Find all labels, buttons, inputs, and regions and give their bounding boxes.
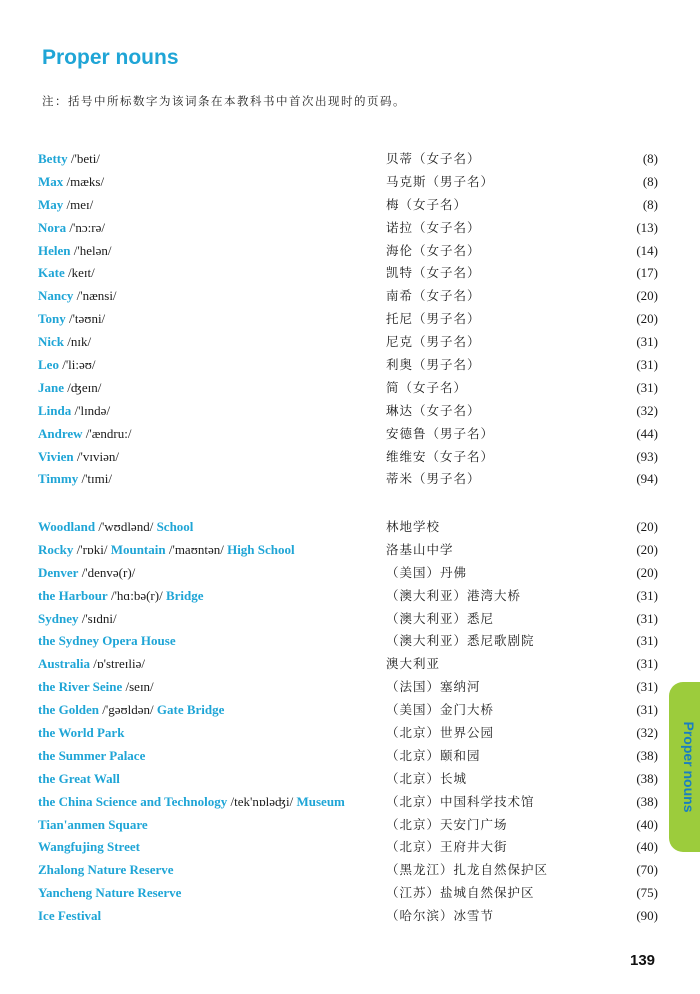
entry-page-ref: (90) — [636, 908, 658, 924]
vocab-entry — [38, 653, 658, 676]
entry-page-ref: (32) — [636, 402, 658, 418]
entry-phonetic: /'gəʊldən/ — [99, 702, 157, 718]
places-list — [38, 516, 658, 928]
entry-term: Betty — [38, 151, 68, 166]
entry-phonetic: /seɪn/ — [122, 679, 154, 695]
entry-phonetic: /ɒ'streɪliə/ — [90, 656, 145, 672]
entry-chinese: 洛基山中学 — [386, 541, 454, 557]
entry-page-ref: (40) — [636, 839, 658, 855]
entry-english — [38, 836, 140, 859]
entry-english — [38, 562, 135, 585]
entry-phonetic: /'li:əʊ/ — [58, 357, 96, 373]
entry-english — [38, 423, 131, 446]
entry-chinese: 托尼（男子名） — [386, 311, 481, 327]
entry-term: Yancheng Nature Reserve — [38, 885, 182, 901]
entry-english — [38, 446, 119, 469]
entry-term: Mountain — [110, 541, 166, 557]
entry-page-ref: (31) — [636, 702, 658, 718]
entry-page-ref: (8) — [642, 173, 658, 189]
vocab-entry — [38, 423, 658, 446]
entry-term: Max — [38, 173, 64, 189]
entry-page-ref: (31) — [636, 610, 658, 626]
entry-phonetic: /'denvə(r)/ — [78, 564, 136, 580]
vocab-entry — [38, 814, 658, 837]
entry-phonetic: /'lɪndə/ — [71, 402, 111, 418]
vocab-entry — [38, 676, 658, 699]
entry-phonetic: /'beti/ — [67, 151, 100, 166]
entry-chinese: （澳大利亚）悉尼 — [386, 610, 495, 626]
entry-page-ref: (70) — [636, 862, 658, 878]
entry-phonetic: /'təʊni/ — [65, 311, 106, 327]
entry-english — [38, 468, 112, 491]
page-title: Proper nouns — [42, 46, 179, 69]
vocab-entry — [38, 516, 658, 539]
entry-chinese: 凯特（女子名） — [386, 265, 481, 281]
entry-english — [38, 814, 148, 837]
entry-english — [38, 194, 93, 217]
vocab-entry — [38, 262, 658, 285]
vocab-entry — [38, 331, 658, 354]
entry-phonetic: /'wʊdlənd/ — [95, 519, 157, 534]
entry-chinese: （北京）中国科学技术馆 — [386, 793, 535, 809]
entry-term: Leo — [38, 357, 59, 373]
entry-term: the Harbour — [38, 587, 108, 603]
entry-chinese: （黑龙江）扎龙自然保护区 — [386, 862, 549, 878]
vocab-entry — [38, 699, 658, 722]
entry-english — [38, 722, 124, 745]
vocab-entry — [38, 745, 658, 768]
entry-page-ref: (20) — [636, 541, 658, 557]
vocab-entry — [38, 859, 658, 882]
entry-term: Linda — [38, 402, 72, 418]
vocab-entry — [38, 882, 658, 905]
names-list — [38, 148, 658, 491]
entry-term: the World Park — [38, 725, 125, 741]
entry-phonetic: /mæks/ — [63, 173, 105, 189]
entry-phonetic: /'helən/ — [70, 242, 112, 258]
entry-chinese: 南希（女子名） — [386, 288, 481, 304]
entry-page-ref: (94) — [636, 471, 658, 487]
entry-chinese: （北京）天安门广场 — [386, 816, 508, 832]
entry-page-ref: (20) — [636, 288, 658, 304]
vocab-entry — [38, 217, 658, 240]
entry-page-ref: (40) — [636, 816, 658, 832]
entry-page-ref: (38) — [636, 747, 658, 763]
vocab-entry — [38, 630, 658, 653]
vocab-entry — [38, 285, 658, 308]
entry-page-ref: (44) — [636, 425, 658, 441]
entry-chinese: 梅（女子名） — [386, 196, 468, 212]
entry-chinese: 海伦（女子名） — [386, 242, 481, 258]
entry-page-ref: (38) — [636, 770, 658, 786]
vocab-entry — [38, 836, 658, 859]
vocab-entry — [38, 562, 658, 585]
entry-chinese: 澳大利亚 — [386, 656, 441, 672]
entry-page-ref: (32) — [636, 725, 658, 741]
entry-term: Wangfujing Street — [38, 839, 140, 855]
entry-english — [38, 285, 117, 308]
entry-chinese: 利奥（男子名） — [386, 357, 481, 373]
entry-phonetic: /'rɒki/ — [73, 541, 111, 557]
entry-term: Museum — [296, 793, 345, 809]
vocab-entry — [38, 905, 658, 928]
entry-english — [38, 377, 101, 400]
entry-page-ref: (17) — [636, 265, 658, 281]
entry-english — [38, 608, 117, 631]
entry-phonetic: /nɪk/ — [64, 334, 92, 350]
entry-term: High School — [227, 541, 295, 557]
entry-chinese: （北京）颐和园 — [386, 747, 481, 763]
entry-page-ref: (20) — [636, 564, 658, 580]
entry-term: Woodland — [38, 519, 96, 534]
section-side-tab[interactable] — [669, 682, 700, 852]
vocab-entry — [38, 400, 658, 423]
entry-term: the Great Wall — [38, 770, 120, 786]
entry-page-ref: (31) — [636, 379, 658, 395]
page-number: 139 — [630, 952, 656, 969]
entry-chinese: （美国）丹佛 — [386, 564, 468, 580]
entry-chinese: 琳达（女子名） — [386, 402, 481, 418]
vocab-entry — [38, 468, 658, 491]
entry-page-ref: (31) — [636, 357, 658, 373]
side-tab-label: Proper nouns — [681, 721, 697, 813]
entry-chinese: 贝蒂（女子名） — [386, 151, 481, 166]
entry-chinese: （澳大利亚）悉尼歌剧院 — [386, 633, 535, 649]
entry-chinese: 安德鲁（男子名） — [386, 425, 495, 441]
vocab-entry — [38, 377, 658, 400]
vocab-entry — [38, 148, 658, 171]
entry-chinese: （美国）金门大桥 — [386, 702, 495, 718]
entry-english — [38, 882, 181, 905]
entry-term: Jane — [38, 379, 64, 395]
entry-phonetic: /'sɪdni/ — [78, 610, 117, 626]
entry-term: Tian'anmen Square — [38, 816, 148, 832]
entry-term: Ice Festival — [38, 908, 102, 924]
entry-term: School — [156, 519, 194, 534]
entry-english — [38, 171, 104, 194]
entry-phonetic: /'hɑ:bə(r)/ — [107, 587, 166, 603]
entry-english — [38, 148, 100, 171]
entry-page-ref: (31) — [636, 587, 658, 603]
entry-english — [38, 262, 95, 285]
entry-term: May — [38, 196, 64, 212]
vocab-entry — [38, 539, 658, 562]
vocab-entry — [38, 240, 658, 263]
entry-phonetic: /tek'nɒləʤi/ — [227, 793, 297, 809]
entry-term: Sydney — [38, 610, 79, 626]
entry-phonetic: /keɪt/ — [64, 265, 95, 281]
entry-english — [38, 745, 145, 768]
entry-english — [38, 539, 295, 562]
entry-phonetic: /'vɪviən/ — [73, 448, 119, 464]
entry-phonetic: /'maʊntən/ — [165, 541, 228, 557]
vocab-entry — [38, 446, 658, 469]
entry-term: Denver — [38, 564, 79, 580]
entry-chinese: 林地学校 — [386, 519, 441, 534]
entry-page-ref: (31) — [636, 656, 658, 672]
entry-english — [38, 217, 105, 240]
entry-page-ref: (38) — [636, 793, 658, 809]
entry-phonetic: /ʤeɪn/ — [64, 379, 102, 395]
entry-term: the Sydney Opera House — [38, 633, 176, 649]
page-note: 注：括号中所标数字为该词条在本教科书中首次出现时的页码。 — [42, 94, 406, 108]
entry-page-ref: (13) — [636, 219, 658, 235]
entry-page-ref: (31) — [636, 633, 658, 649]
entry-chinese: （北京）王府井大街 — [386, 839, 508, 855]
entry-term: Nancy — [38, 288, 74, 304]
entry-term: Rocky — [38, 541, 74, 557]
entry-term: Zhalong Nature Reserve — [38, 862, 174, 878]
entry-english — [38, 331, 91, 354]
entry-page-ref: (20) — [636, 519, 658, 534]
entry-english — [38, 905, 101, 928]
vocab-entry — [38, 722, 658, 745]
vocab-entry — [38, 308, 658, 331]
entry-term: Bridge — [165, 587, 204, 603]
entry-chinese: （哈尔滨）冰雪节 — [386, 908, 495, 924]
entry-chinese: 尼克（男子名） — [386, 334, 481, 350]
vocab-entry — [38, 171, 658, 194]
vocab-entry — [38, 608, 658, 631]
entry-term: the China Science and Technology — [38, 793, 228, 809]
entry-page-ref: (14) — [636, 242, 658, 258]
vocab-entry — [38, 791, 658, 814]
entry-chinese: （法国）塞纳河 — [386, 679, 481, 695]
entry-english — [38, 585, 204, 608]
entry-phonetic: /meɪ/ — [63, 196, 94, 212]
entry-chinese: （江苏）盐城自然保护区 — [386, 885, 535, 901]
entry-phonetic: /'ændru:/ — [82, 425, 132, 441]
entry-chinese: 蒂米（男子名） — [386, 471, 481, 487]
entry-term: the Golden — [38, 702, 100, 718]
entry-term: Nora — [38, 219, 67, 235]
entry-english — [38, 516, 193, 539]
entry-page-ref: (20) — [636, 311, 658, 327]
vocab-entry — [38, 354, 658, 377]
entry-page-ref: (93) — [636, 448, 658, 464]
entry-term: Vivien — [38, 448, 74, 464]
entry-phonetic: /'nænsi/ — [73, 288, 117, 304]
entry-english — [38, 400, 110, 423]
entry-chinese: 诺拉（女子名） — [386, 219, 481, 235]
entry-english — [38, 676, 154, 699]
entry-english — [38, 791, 345, 814]
entry-english — [38, 630, 176, 653]
entry-page-ref: (8) — [642, 196, 658, 212]
entry-english — [38, 240, 111, 263]
entry-term: the Summer Palace — [38, 747, 146, 763]
entry-term: Timmy — [38, 471, 79, 487]
entry-term: Kate — [38, 265, 65, 281]
entry-english — [38, 308, 105, 331]
entry-chinese: （北京）长城 — [386, 770, 468, 786]
entry-page-ref: (75) — [636, 885, 658, 901]
entry-english — [38, 768, 120, 791]
entry-chinese: 简（女子名） — [386, 379, 468, 395]
entry-phonetic: /'tɪmi/ — [78, 471, 112, 487]
entry-chinese: 维维安（女子名） — [386, 448, 495, 464]
entry-english — [38, 354, 96, 377]
vocab-entry — [38, 194, 658, 217]
entry-page-ref: (31) — [636, 334, 658, 350]
entry-term: the River Seine — [38, 679, 123, 695]
entry-phonetic: /'nɔ:rə/ — [66, 219, 105, 235]
entry-chinese: （北京）世界公园 — [386, 725, 495, 741]
entry-term: Nick — [38, 334, 64, 350]
entry-term: Andrew — [38, 425, 83, 441]
vocab-entry — [38, 768, 658, 791]
entry-english — [38, 699, 224, 722]
entry-term: Helen — [38, 242, 71, 258]
entry-english — [38, 653, 145, 676]
entry-page-ref: (8) — [642, 151, 658, 166]
entry-english — [38, 859, 174, 882]
entry-page-ref: (31) — [636, 679, 658, 695]
vocab-entry — [38, 585, 658, 608]
entry-chinese: （澳大利亚）港湾大桥 — [386, 587, 522, 603]
entry-term: Tony — [38, 311, 66, 327]
entry-term: Australia — [38, 656, 90, 672]
entry-term: Gate Bridge — [156, 702, 225, 718]
entry-chinese: 马克斯（男子名） — [386, 173, 495, 189]
